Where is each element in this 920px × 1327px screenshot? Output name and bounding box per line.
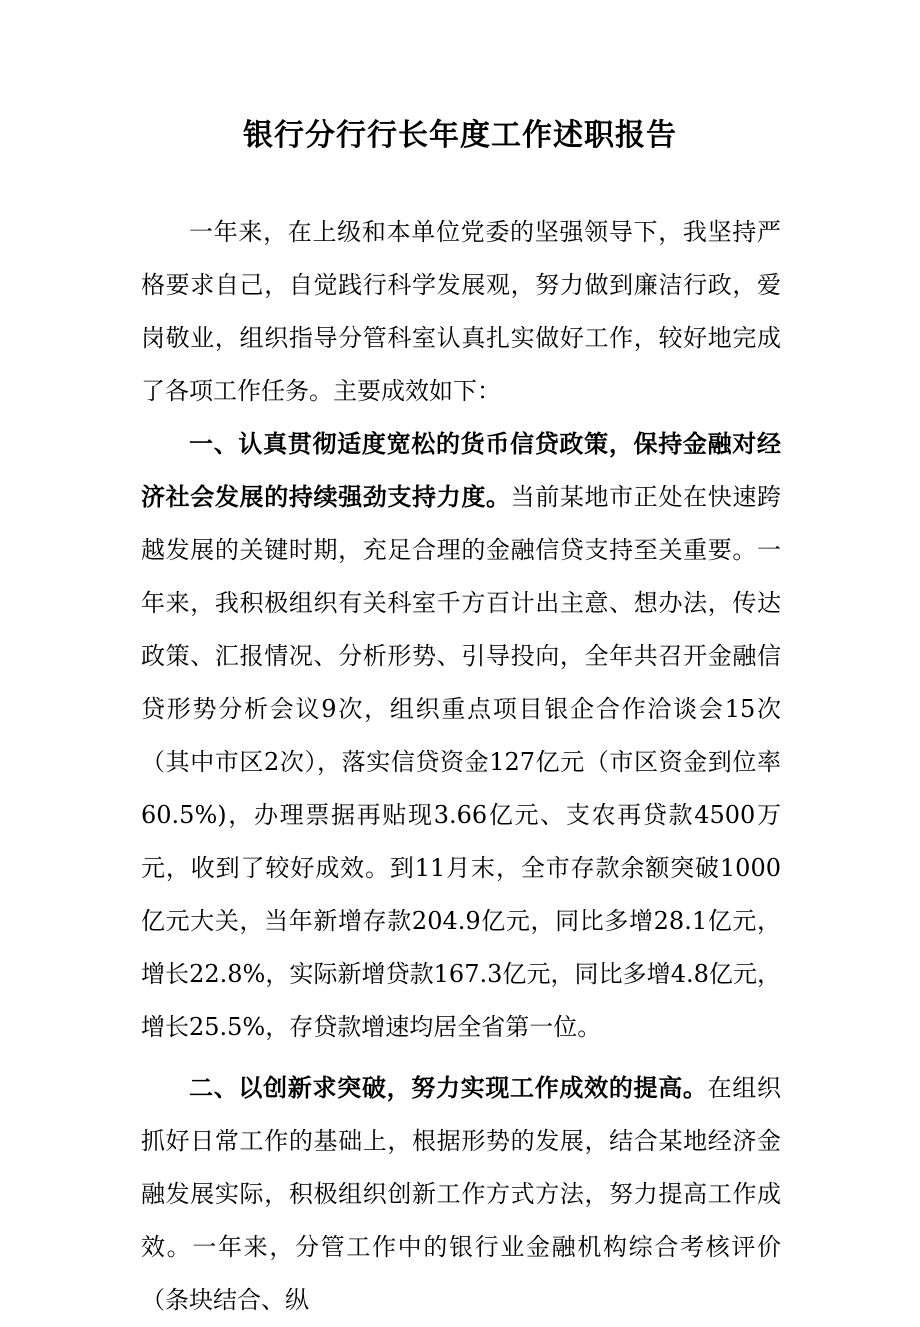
document-title: 银行分行行长年度工作述职报告 (243, 118, 677, 153)
document-body (141, 206, 781, 1327)
section-2-heading: 二、以创新求突破，努力实现工作成效的提高。 (189, 1074, 708, 1102)
paragraph-intro (141, 206, 781, 418)
section-2-text: 在组织抓好日常工作的基础上，根据形势的发展，结合某地经济金融发展实际，积极组织创新工作方式方法，努力提高工作成效。一年来，分管工作中的银行业金融机构综合考核评价（条块结合、纵 (141, 1074, 782, 1314)
paragraph-section-1 (141, 418, 781, 1054)
paragraph-intro-text: 一年来，在上级和本单位党委的坚强领导下，我坚持严格要求自己，自觉践行科学发展观，努力做到廉洁行政，爱岗敬业，组织指导分管科室认真扎实做好工作，较好地完成了各项工作任务。主要成效如下： (141, 218, 781, 405)
section-1-text: 当前某地市正处在快速跨越发展的关键时期，充足合理的金融信贷支持至关重要。一年来，我积极组织有关科室千方百计出主意、想办法，传达政策、汇报情况、分析形势、引导投向，全年共召开金融信贷形势分析会议9次，组织重点项目银企合作洽谈会15次（其中市区2次），落实信贷资金127亿元（市区资金到位率60.5%)，办理票据再贴现3.66亿元、支农再贷款4500万元，收到了较好成效。到11月末，全市存款余额突破1000亿元大关，当年新增存款204.9亿元，同比多增28.1亿元，增长22.8%，实际新增贷款167.3亿元，同比多增4.8亿元，增长25.5%，存贷款增速均居全省第一位。 (141, 483, 782, 1041)
paragraph-section-2 (141, 1062, 781, 1327)
section-1-heading: 一、认真贯彻适度宽松的货币信贷政策，保持金融对经济社会发展的持续强劲支持力度。 (141, 430, 781, 511)
